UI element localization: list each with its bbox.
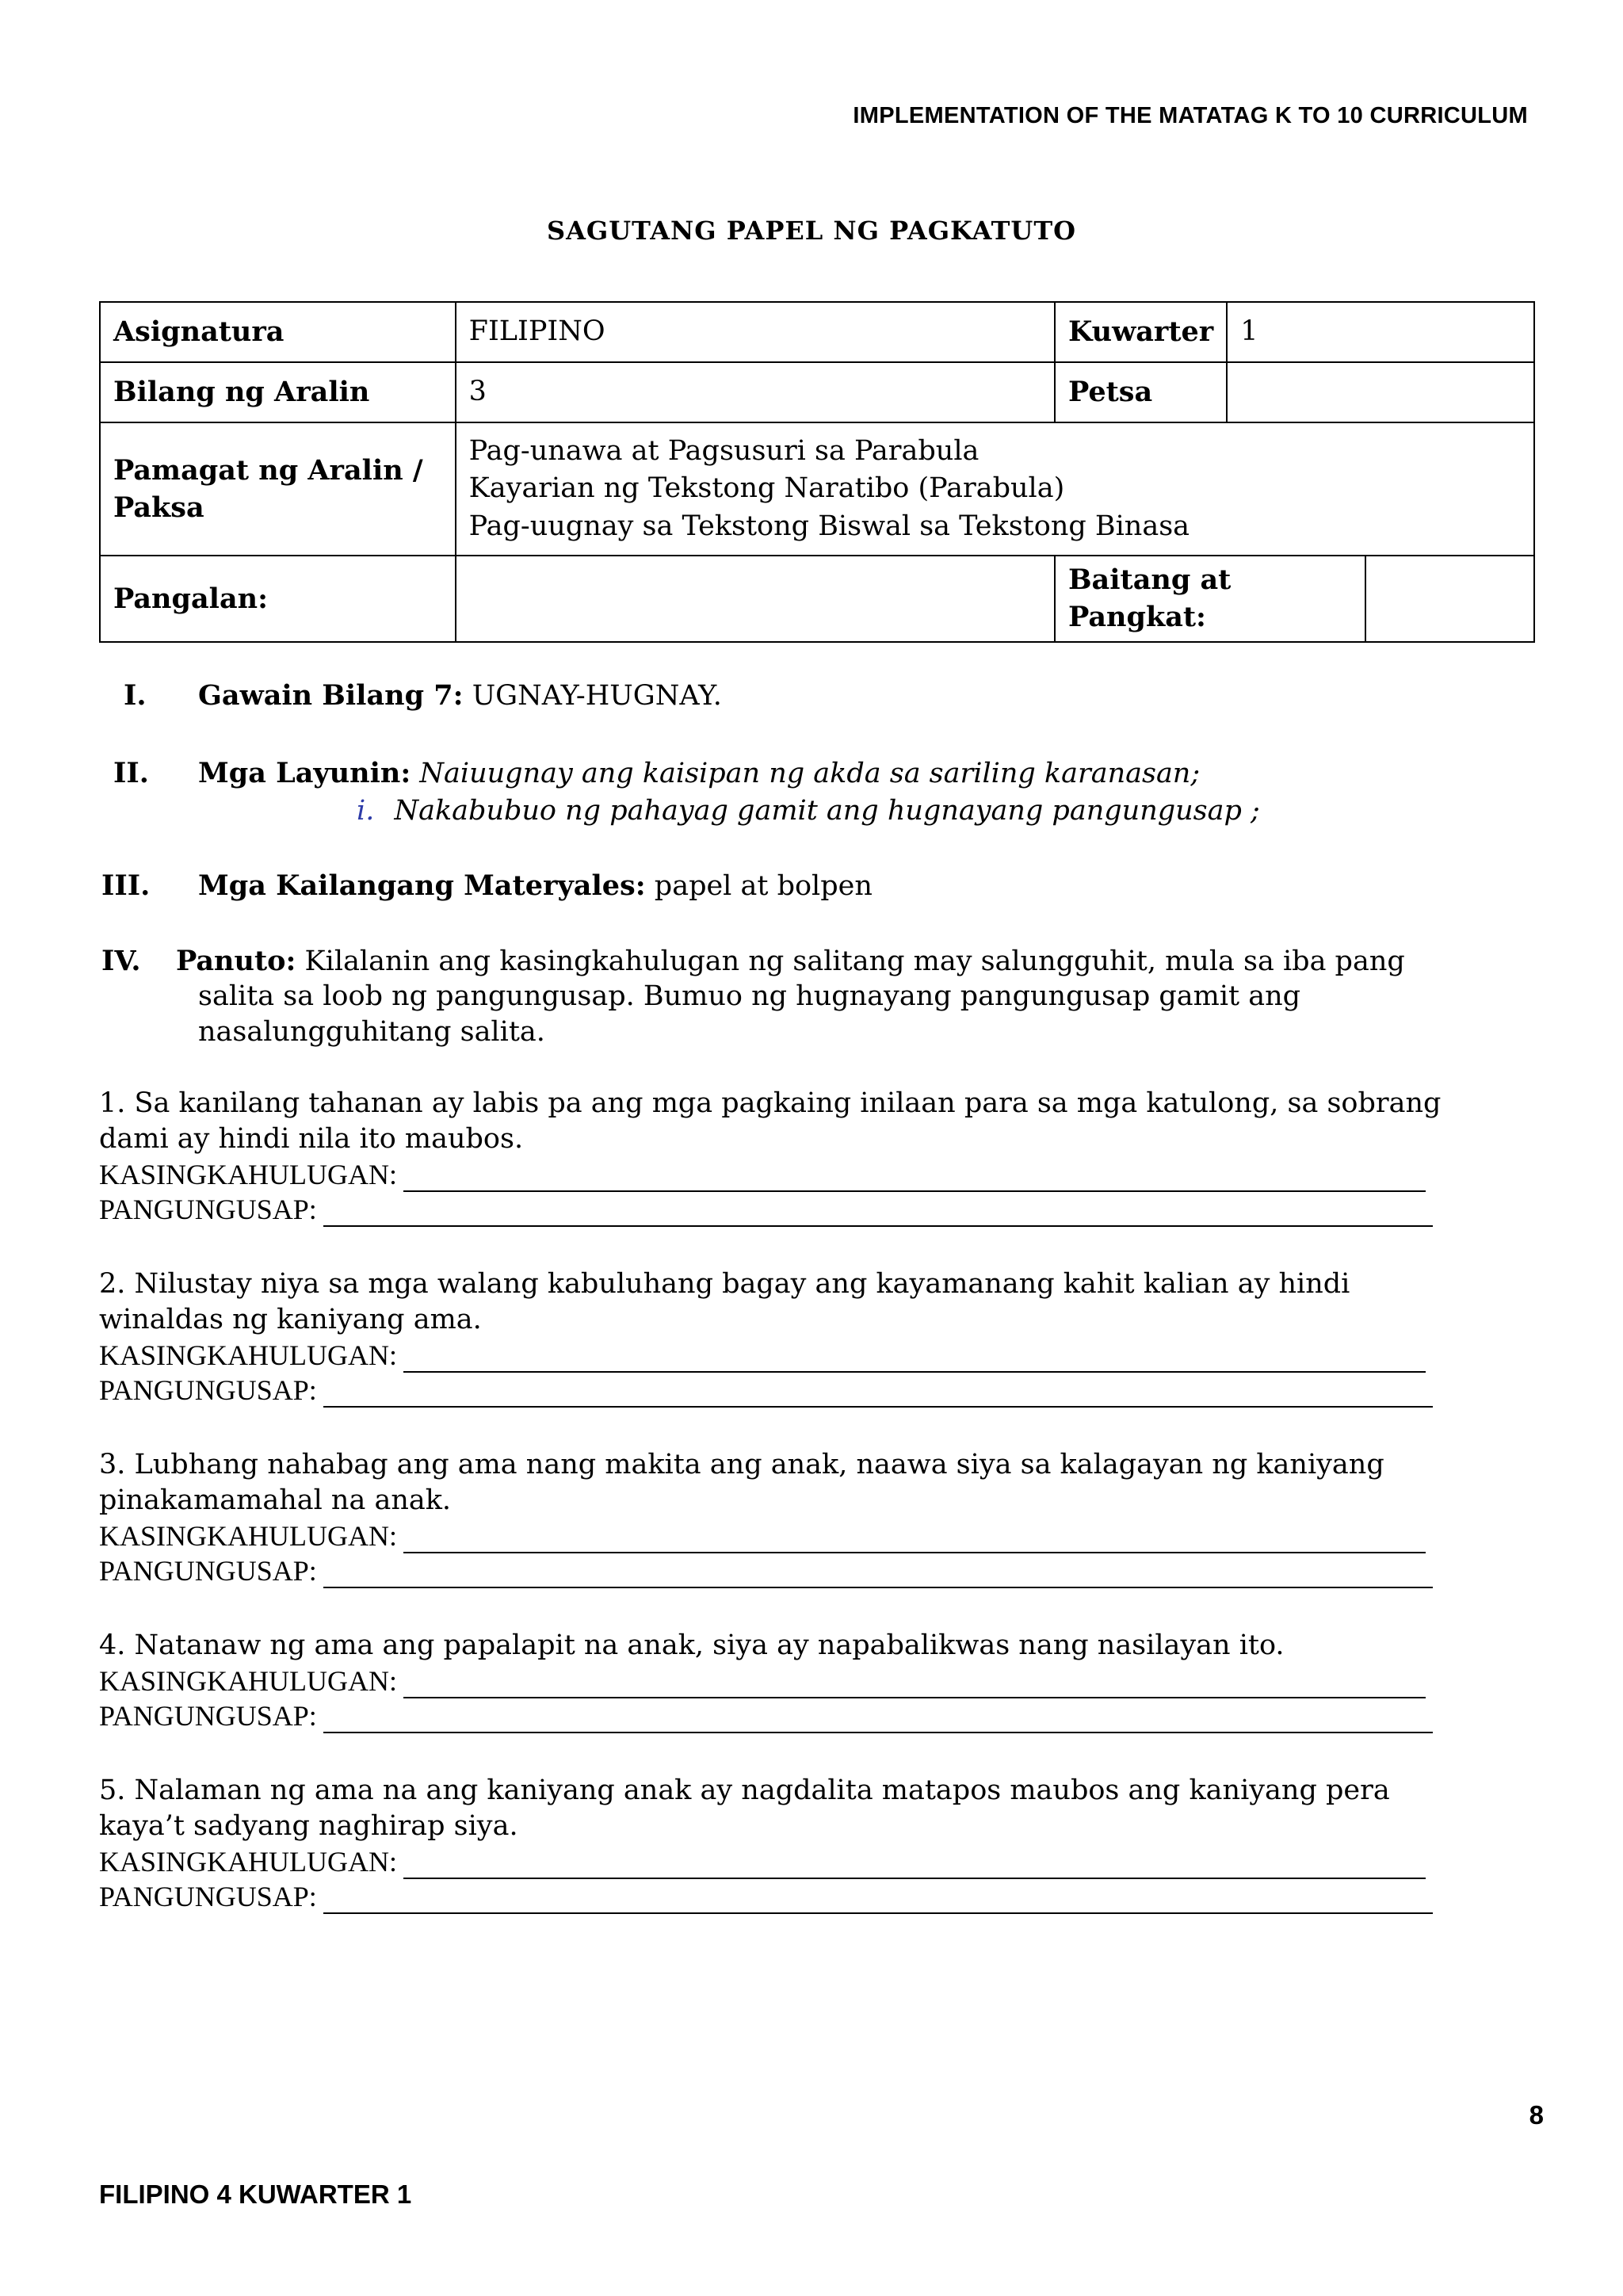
- section-content: [198, 679, 722, 712]
- baitang-label: [1055, 556, 1365, 642]
- kasingkahulugan-answer-line[interactable]: [403, 1167, 1426, 1192]
- pangalan-value[interactable]: [456, 556, 1055, 642]
- kasingkahulugan-row: [99, 1338, 1526, 1373]
- question-text: winaldas ng kaniyang ama.: [99, 1304, 482, 1335]
- question-text: 2. Nilustay niya sa mga walang kabuluhang bagay ang kayamanang kahit kalian ay hindi: [99, 1268, 1350, 1300]
- kasingkahulugan-answer-line[interactable]: [403, 1347, 1426, 1373]
- kuwarter-label: Kuwarter: [1055, 302, 1227, 362]
- page-title: SAGUTANG PAPEL NG PAGKATUTO: [546, 216, 1077, 246]
- panuto-line: salita sa loob ng pangungusap. Bumuo ng hugnayang pangungusap gamit ang: [198, 980, 1301, 1012]
- baitang-label-line: Pangkat:: [1067, 601, 1206, 634]
- pangungusap-label: PANGUNGUSAP:: [99, 1700, 317, 1732]
- section-text: UGNAY-HUGNAY.: [472, 680, 722, 712]
- pangungusap-row: [99, 1879, 1526, 1914]
- section-number: III.: [101, 869, 151, 902]
- sub-text: Nakabubuo ng pahayag gamit ang hugnayang pangungusap ;: [394, 795, 1260, 827]
- curriculum-header: IMPLEMENTATION OF THE MATATAG K TO 10 CURRICULUM: [853, 103, 1528, 128]
- section-content: [198, 757, 1200, 789]
- pamagat-value[interactable]: [456, 422, 1534, 556]
- pangungusap-row: [99, 1698, 1526, 1733]
- question-text: kaya’t sadyang naghirap siya.: [99, 1810, 518, 1842]
- question-item: [99, 1773, 1526, 1914]
- footer-subject: FILIPINO 4 KUWARTER 1: [99, 2179, 412, 2209]
- bilang-label: Bilang ng Aralin: [100, 362, 456, 422]
- kasingkahulugan-label: KASINGKAHULUGAN:: [99, 1339, 397, 1371]
- kasingkahulugan-label: KASINGKAHULUGAN:: [99, 1159, 397, 1190]
- question-text: 3. Lubhang nahabag ang ama nang makita ang anak, naawa siya sa kalagayan ng kaniyang: [99, 1449, 1384, 1480]
- table-row: [100, 422, 1534, 556]
- table-row: [100, 302, 1534, 362]
- section-label: Gawain Bilang 7:: [198, 679, 464, 712]
- kasingkahulugan-row: [99, 1157, 1526, 1192]
- panuto-line: nasalungguhitang salita.: [198, 1016, 545, 1048]
- asignatura-label: Asignatura: [100, 302, 456, 362]
- question-list: [99, 1086, 1526, 1954]
- pangungusap-label: PANGUNGUSAP:: [99, 1374, 317, 1406]
- section-content: [198, 869, 873, 902]
- pamagat-line: Pag-uugnay sa Tekstong Biswal sa Tekstong Binasa: [468, 510, 1190, 542]
- pamagat-line: Kayarian ng Tekstong Naratibo (Parabula): [468, 472, 1065, 505]
- pangungusap-row: [99, 1192, 1526, 1227]
- layunin-sub-objective: [357, 795, 1260, 827]
- kasingkahulugan-answer-line[interactable]: [403, 1673, 1426, 1698]
- kasingkahulugan-row: [99, 1519, 1526, 1553]
- kasingkahulugan-answer-line[interactable]: [403, 1528, 1426, 1553]
- pamagat-label-line: Pamagat ng Aralin /: [113, 453, 423, 487]
- question-item: [99, 1266, 1526, 1408]
- pamagat-line: Pag-unawa at Pagsusuri sa Parabula: [468, 435, 980, 468]
- baitang-label-line: Baitang at: [1067, 563, 1232, 596]
- question-text: 4. Natanaw ng ama ang papalapit na anak, siya ay napabalikwas nang nasilayan ito.: [99, 1629, 1285, 1661]
- pangungusap-answer-line[interactable]: [323, 1889, 1433, 1914]
- pangungusap-answer-line[interactable]: [323, 1708, 1433, 1733]
- section-label: Mga Kailangang Materyales:: [198, 869, 646, 902]
- question-text: 1. Sa kanilang tahanan ay labis pa ang mga pagkaing inilaan para sa mga katulong, sa sobrang: [99, 1087, 1442, 1119]
- section-label: Mga Layunin:: [198, 757, 411, 789]
- pangungusap-label: PANGUNGUSAP:: [99, 1555, 317, 1587]
- panuto-line: Kilalanin ang kasingkahulugan ng salitang may salungguhit, mula sa iba pang: [304, 946, 1405, 977]
- asignatura-value[interactable]: FILIPINO: [456, 302, 1055, 362]
- section-number: II.: [113, 757, 149, 789]
- kuwarter-value[interactable]: 1: [1227, 302, 1534, 362]
- pangungusap-answer-line[interactable]: [323, 1563, 1433, 1588]
- table-row: [100, 362, 1534, 422]
- question-text: dami ay hindi nila ito maubos.: [99, 1123, 524, 1155]
- pamagat-label: [100, 422, 456, 556]
- question-item: [99, 1086, 1526, 1227]
- kasingkahulugan-label: KASINGKAHULUGAN:: [99, 1665, 397, 1697]
- section-label: Panuto:: [176, 945, 296, 977]
- section-content: [176, 945, 1405, 977]
- pangungusap-label: PANGUNGUSAP:: [99, 1194, 317, 1225]
- question-item: [99, 1447, 1526, 1588]
- page-number: 8: [1529, 2100, 1544, 2130]
- petsa-label: Petsa: [1055, 362, 1227, 422]
- pangungusap-label: PANGUNGUSAP:: [99, 1881, 317, 1912]
- question-text: 5. Nalaman ng ama na ang kaniyang anak ay nagdalita matapos maubos ang kaniyang pera: [99, 1775, 1390, 1806]
- section-text: papel at bolpen: [654, 870, 873, 902]
- kasingkahulugan-label: KASINGKAHULUGAN:: [99, 1846, 397, 1878]
- kasingkahulugan-answer-line[interactable]: [403, 1854, 1426, 1879]
- petsa-value[interactable]: [1227, 362, 1534, 422]
- bilang-value[interactable]: 3: [456, 362, 1055, 422]
- question-text: pinakamamahal na anak.: [99, 1484, 452, 1516]
- pangungusap-answer-line[interactable]: [323, 1201, 1433, 1227]
- kasingkahulugan-row: [99, 1844, 1526, 1879]
- lesson-info-table: [99, 301, 1535, 643]
- sub-marker: i.: [357, 795, 375, 827]
- kasingkahulugan-row: [99, 1664, 1526, 1698]
- section-text: Naiuugnay ang kaisipan ng akda sa sariling karanasan;: [419, 758, 1201, 789]
- table-row: [100, 556, 1534, 642]
- section-number: I.: [124, 679, 147, 712]
- pangungusap-row: [99, 1553, 1526, 1588]
- kasingkahulugan-label: KASINGKAHULUGAN:: [99, 1520, 397, 1552]
- question-item: [99, 1628, 1526, 1733]
- pangalan-label: Pangalan:: [100, 556, 456, 642]
- pangungusap-row: [99, 1373, 1526, 1408]
- pamagat-label-line: Paksa: [113, 491, 204, 524]
- section-number: IV.: [101, 945, 141, 977]
- baitang-value[interactable]: [1365, 556, 1534, 642]
- pangungusap-answer-line[interactable]: [323, 1382, 1433, 1408]
